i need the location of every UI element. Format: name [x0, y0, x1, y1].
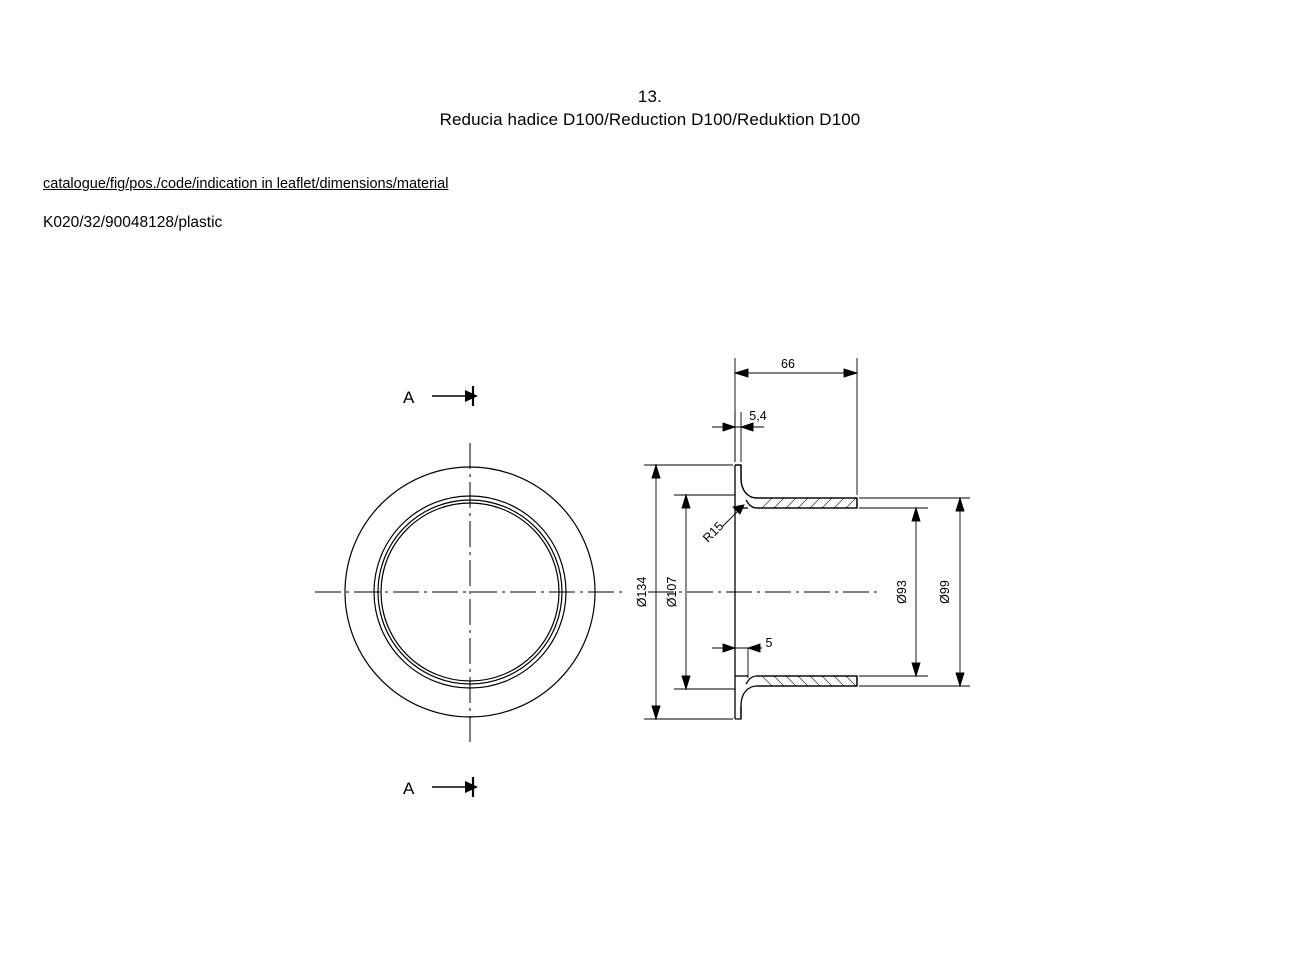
section-mark-top	[403, 386, 478, 407]
section-arrowhead-top	[465, 390, 478, 402]
dim-label-r15: R15	[700, 519, 727, 546]
arrowhead-54-right	[741, 423, 753, 431]
arrowhead-99-bottom	[956, 673, 964, 686]
dim-label-66: 66	[781, 357, 795, 371]
section-arrowhead-bottom	[465, 781, 478, 793]
arrowhead-99-top	[956, 498, 964, 511]
section-upper-outline	[735, 465, 857, 508]
section-label-top: A	[403, 388, 415, 407]
arrowhead-54-left	[723, 423, 735, 431]
page-title: Reducia hadice D100/Reduction D100/Reduktion D100	[439, 109, 861, 129]
dim-label-5: 5	[765, 636, 773, 650]
item-number: 13.	[637, 87, 663, 106]
front-view-centerlines	[315, 443, 625, 742]
dim-label-99: Ø99	[938, 580, 952, 604]
arrowhead-107-bottom	[682, 676, 690, 689]
section-mark-bottom	[403, 777, 478, 798]
leaflet-link[interactable]: catalogue/fig/pos./code/indication in leaflet/dimensions/material	[43, 176, 449, 192]
arrowhead-107-top	[682, 495, 690, 508]
dimension-lines	[644, 358, 970, 719]
arrowhead-134-bottom	[652, 706, 660, 719]
arrowhead-66-right	[844, 369, 857, 377]
arrowhead-93-bottom	[912, 663, 920, 676]
arrowhead-5-left	[723, 644, 735, 652]
dim-label-107: Ø107	[665, 576, 679, 608]
section-lower-outline	[735, 676, 857, 719]
arrowhead-5-right	[748, 644, 760, 652]
dim-label-93: Ø93	[895, 580, 909, 604]
arrowhead-134-top	[652, 465, 660, 478]
fillet-upper	[741, 478, 757, 498]
code-line: K020/32/90048128/plastic	[43, 214, 223, 231]
arrowhead-66-left	[735, 369, 748, 377]
dimension-labels	[635, 357, 952, 650]
arrowhead-93-top	[912, 508, 920, 521]
dim-label-134: Ø134	[635, 576, 649, 608]
dim-label-5-4: 5,4	[749, 409, 767, 423]
section-label-bottom: A	[403, 779, 415, 798]
